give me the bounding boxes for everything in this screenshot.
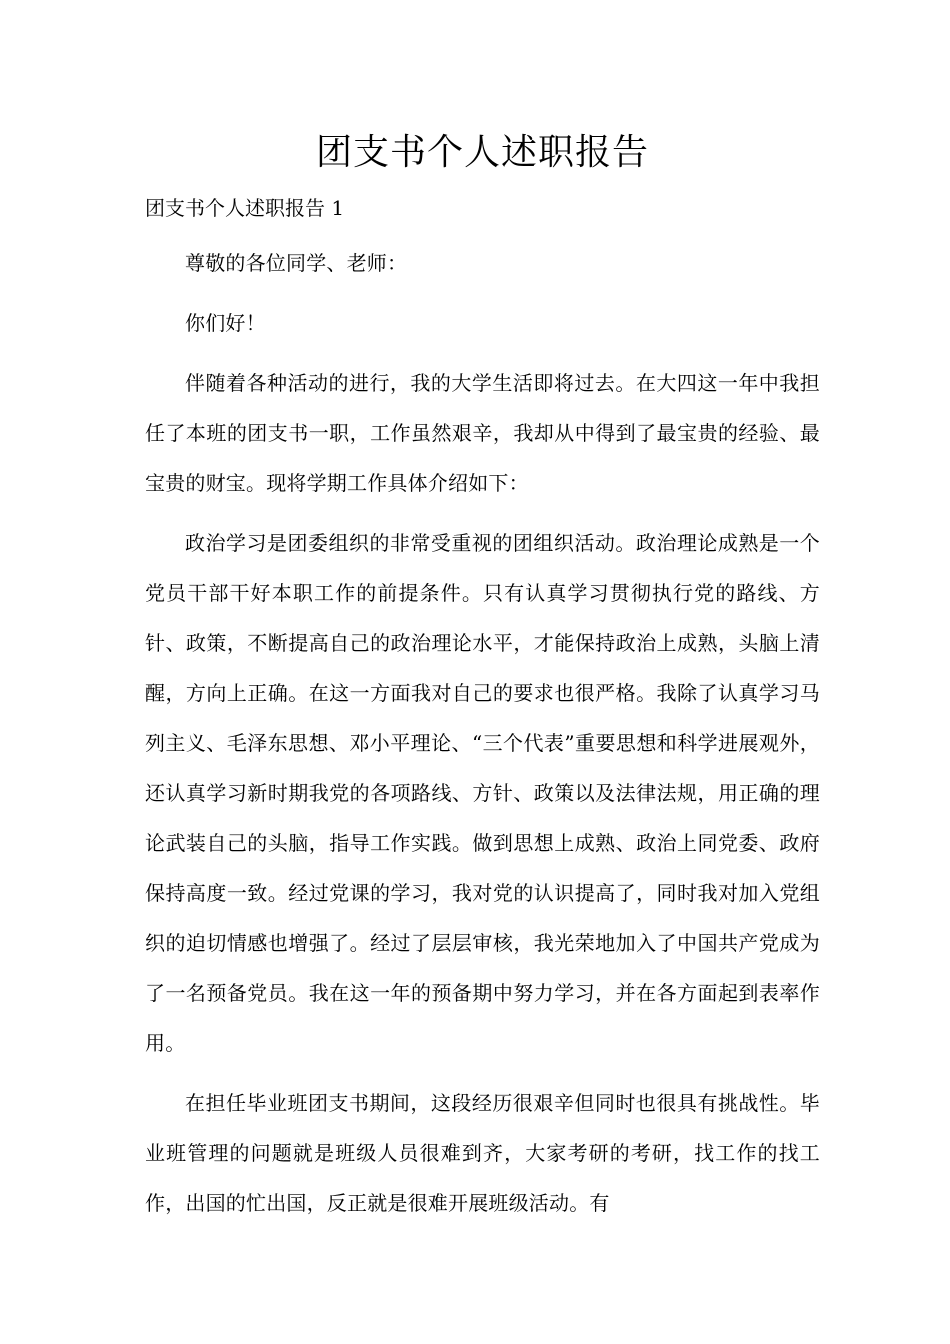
paragraph-greeting: 你们好！	[185, 311, 266, 335]
paragraph-intro: 伴随着各种活动的进行，我的大学生活即将过去。在大四这一年中我担任了本班的团支书一职，工作虽然艰辛，我却从中得到了最宝贵的经验、最宝贵的财宝。现将学期工作具体介绍如下：	[145, 371, 820, 495]
paragraph-political-study: 政治学习是团委组织的非常受重视的团组织活动。政治理论成熟是一个党员干部干好本职工作的前提条件。只有认真学习贯彻执行党的路线、方针、政策，不断提高自己的政治理论水平，才能保持政治上成熟，头脑上清醒，方向上正确。在这一方面我对自己的要求也很严格。我除了认真学习马列主义、毛泽东思想、邓小平理论、“三个代表”重要思想和科学进展观外，还认真学习新时期我党的各项路线、方针、政策以及法律法规，用正确的理论武装自己的头脑，指导工作实践。做到思想上成熟、政治上同党委、政府保持高度一致。经过党课的学习，我对党的认识提高了，同时我对加入党组织的迫切情感也增强了。经过了层层审核，我光荣地加入了中国共产党成为了一名预备党员。我在这一年的预备期中努力学习，并在各方面起到表率作用。	[145, 531, 820, 1055]
document-subtitle: 团支书个人述职报告 1	[145, 196, 345, 220]
document-title: 团支书个人述职报告	[315, 132, 649, 173]
paragraph-graduation-class: 在担任毕业班团支书期间，这段经历很艰辛但同时也很具有挑战性。毕业班管理的问题就是班级人员很难到齐，大家考研的考研，找工作的找工作，出国的忙出国，反正就是很难开展班级活动。有	[145, 1091, 820, 1215]
paragraph-salutation: 尊敬的各位同学、老师：	[185, 251, 408, 275]
